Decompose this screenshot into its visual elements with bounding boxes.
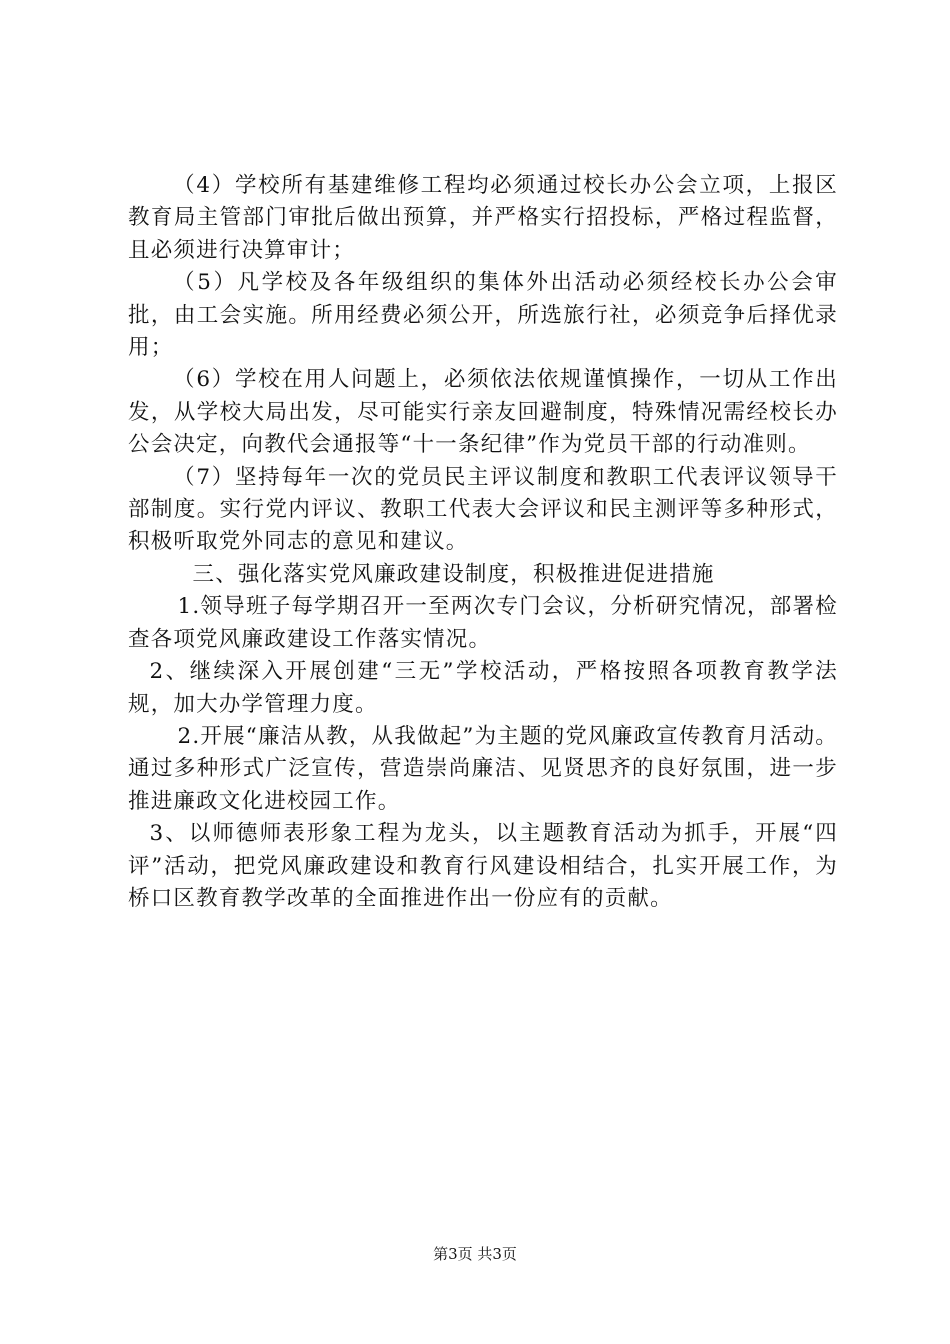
measure-3: 3、以师德师表形象工程为龙头，以主题教育活动为抓手，开展“四评”活动，把党风廉政建设和教育行风建设相结合，扎实开展工作，为桥口区教育教学改革的全面推进作出一份应有的贡献。 bbox=[128, 821, 838, 911]
section-heading-3: 三、强化落实党风廉政建设制度，积极推进促进措施 bbox=[192, 561, 715, 587]
paragraph-item-4: （4）学校所有基建维修工程均必须通过校长办公会立项，上报区教育局主管部门审批后做出预算，并严格实行招投标，严格过程监督，且必须进行决算审计； bbox=[128, 173, 838, 263]
measure-1: 1.领导班子每学期召开一至两次专门会议，分析研究情况，部署检查各项党风廉政建设工作落实情况。 bbox=[128, 594, 838, 652]
paragraph-item-5: （5）凡学校及各年级组织的集体外出活动必须经校长办公会审批，由工会实施。所用经费必须公开，所选旅行社，必须竞争后择优录用； bbox=[128, 270, 838, 361]
page-number-footer: 第3页 共3页 bbox=[433, 1245, 517, 1263]
document-body bbox=[128, 170, 838, 915]
measure-2-alt: 2.开展“廉洁从教，从我做起”为主题的党风廉政宣传教育月活动。通过多种形式广泛宣传，营造崇尚廉洁、见贤思齐的良好氛围，进一步推进廉政文化进校园工作。 bbox=[128, 723, 838, 814]
paragraph-item-7: （7）坚持每年一次的党员民主评议制度和教职工代表评议领导干部制度。实行党内评议、教职工代表大会评议和民主测评等多种形式，积极听取党外同志的意见和建议。 bbox=[128, 464, 838, 555]
measure-2: 2、继续深入开展创建“三无”学校活动，严格按照各项教育教学法规，加大办学管理力度。 bbox=[128, 659, 838, 717]
paragraph-item-6: （6）学校在用人问题上，必须依法依规谨慎操作，一切从工作出发，从学校大局出发，尽可能实行亲友回避制度，特殊情况需经校长办公会决定，向教代会通报等“十一条纪律”作为党员干部的行动准则。 bbox=[128, 367, 838, 458]
